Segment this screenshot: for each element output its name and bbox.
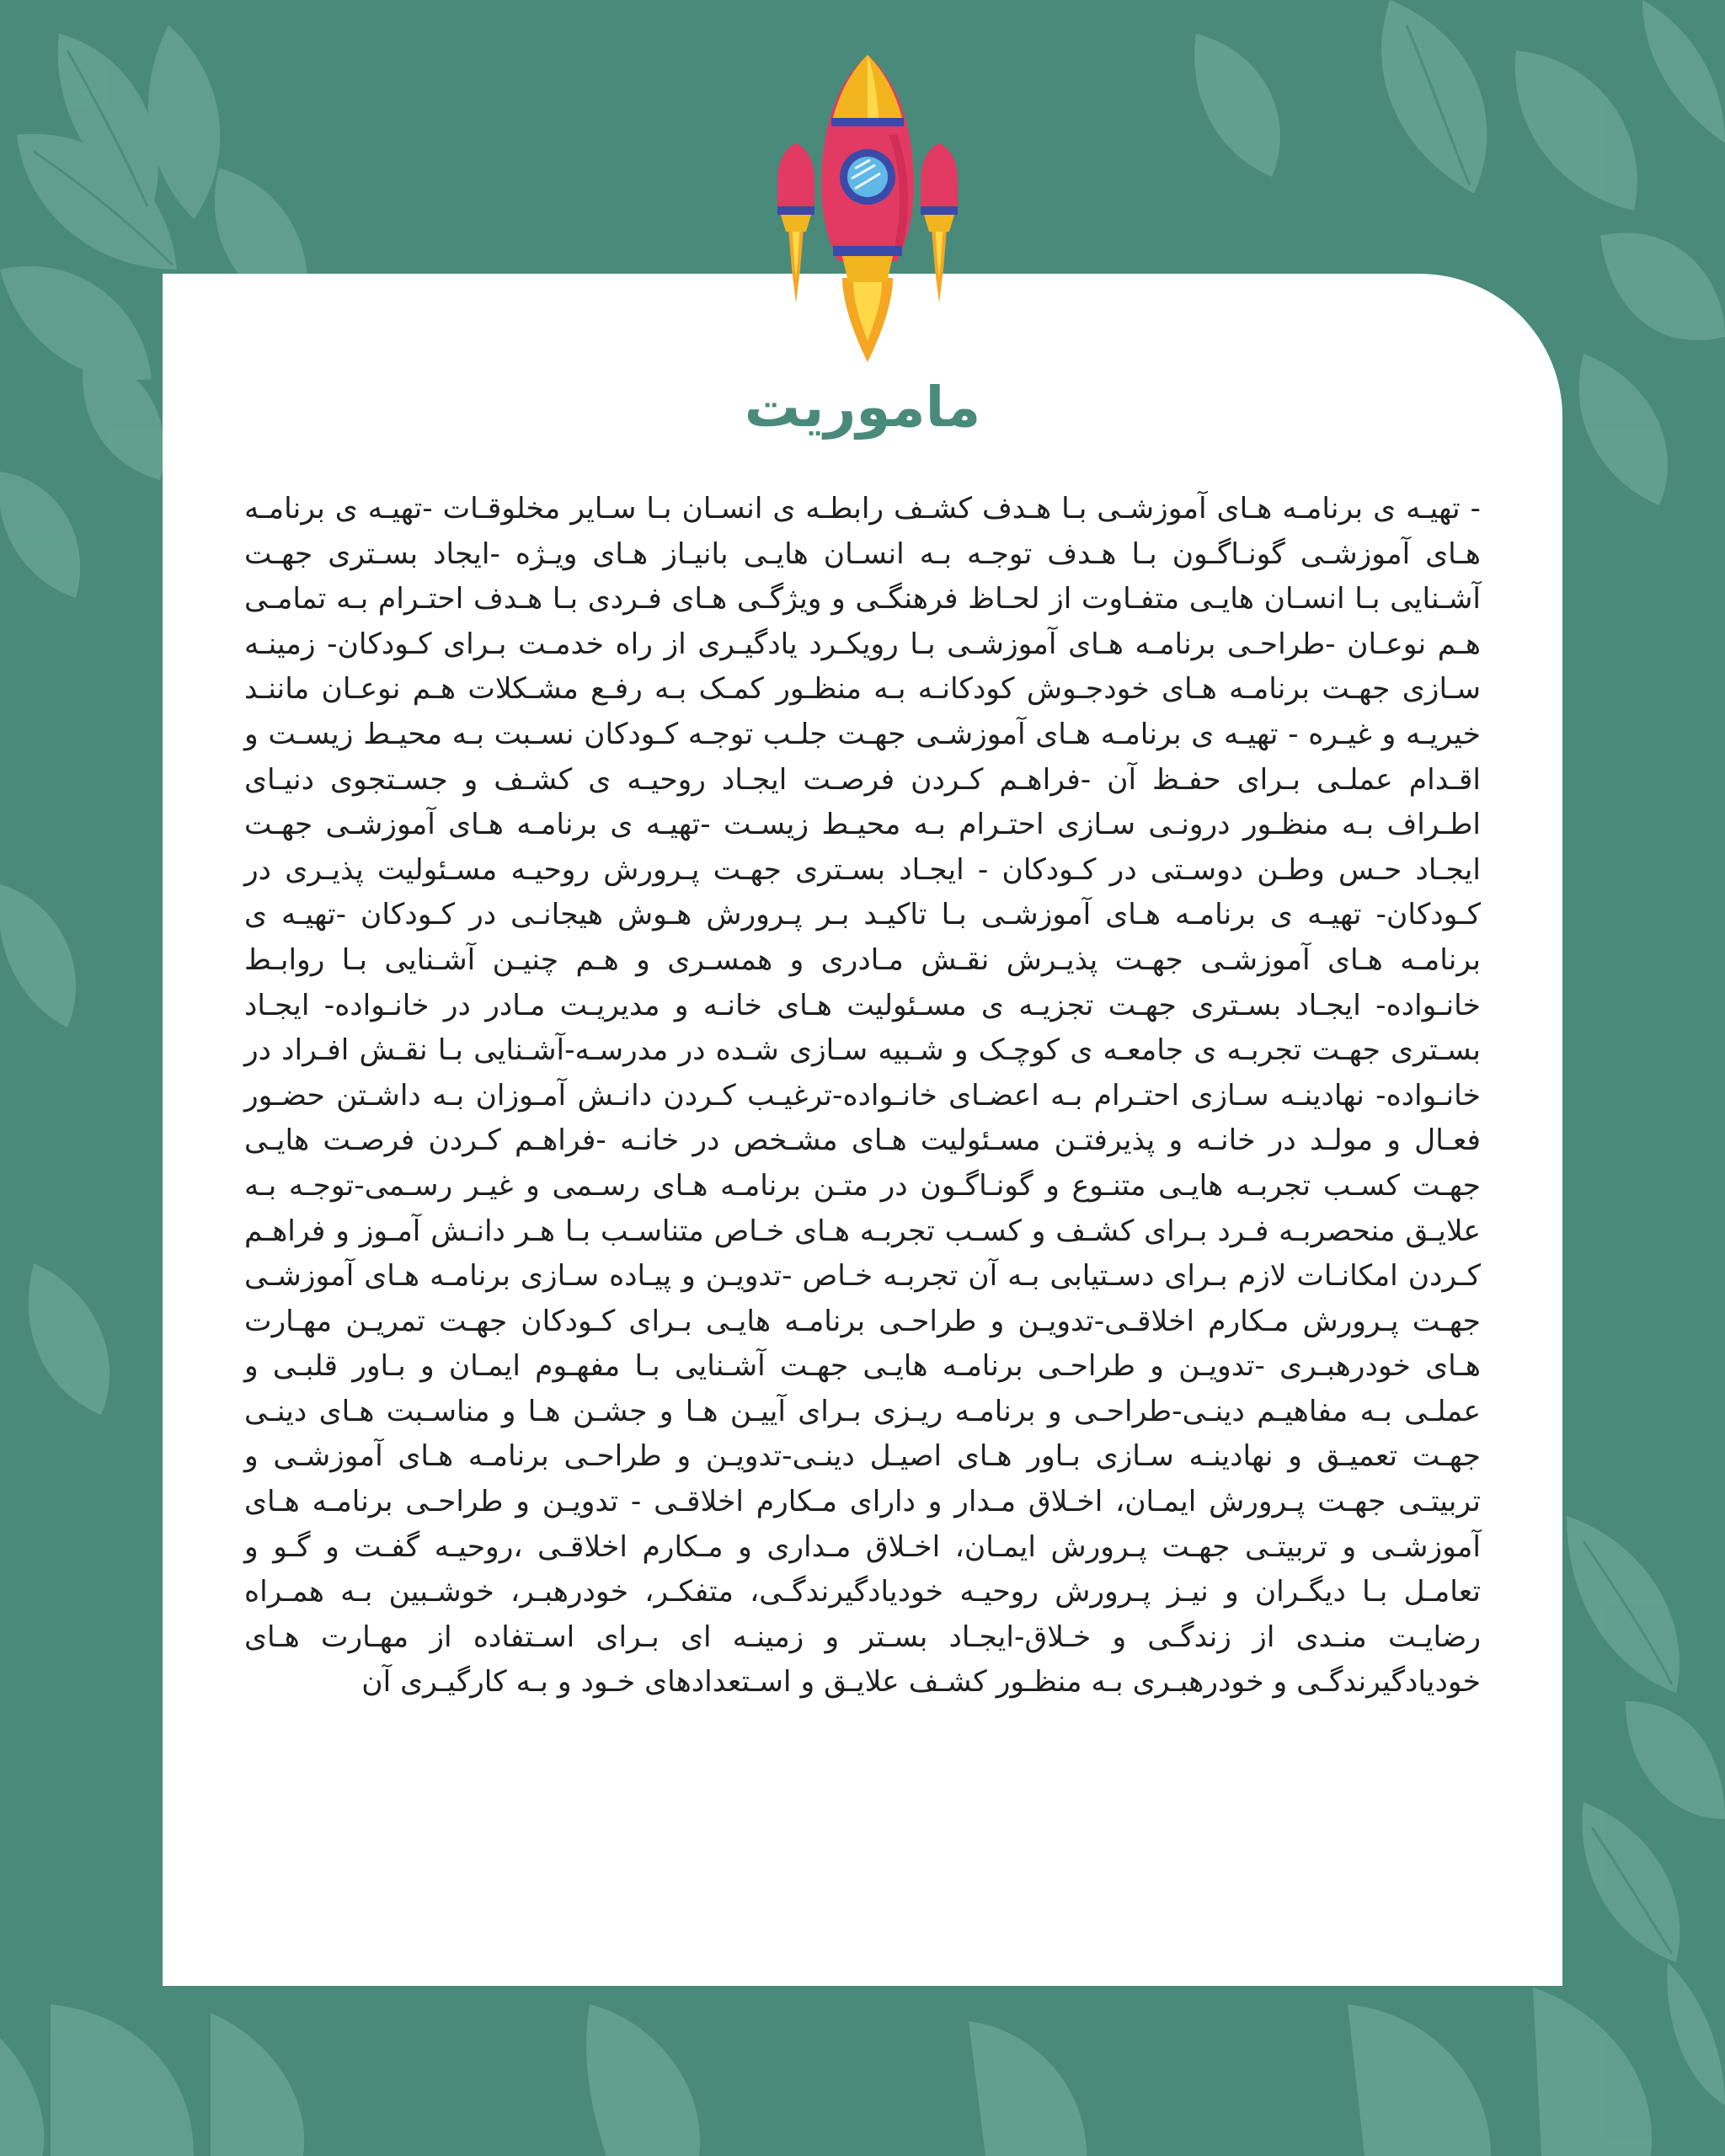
- page-title: ماموریت: [744, 375, 981, 440]
- rocket-icon: [762, 51, 973, 362]
- mission-body-text: - تهیـه ی برنامـه هـای آموزشـی بـا هـدف کشـف رابطـه ی انسـان بـا سـایر مخلوقـات -تهیـه ی برنامـه هـای آموزشـی گونـاگـون بـا هـدف توجـه بـه انسـان هایـی بانیـاز هـای ویـژه -ایجاد بسـتری جهـت آشـنایی بـا انسـان هایـی متفـاوت از لحـاظ فرهنگـی و ویژگـی هـای فـردی بـا هـدف احتـرام بـه تمامـی هـم نوعـان -طراحـی برنامـه هـای آموزشـی بـا رویکـرد یادگیـری از راه خدمـت بـرای کـودکان- زمینـه سـازی جهـت برنامـه هـای خودجـوش کودکانـه بـه منظـور کمـک بـه رفـع مشـکلات هـم نوعـان ماننـد خیریـه و غیـره - تهیـه ی برنامـه هـای آموزشـی جهـت جلـب توجـه کـودکان نسـبت بـه محیـط زیسـت و اقـدام عملـی بـرای حفـظ آن -فراهـم کـردن فرصـت ایجـاد روحیـه ی کشـف و جسـتجوی دنیـای اطـراف بـه منظـور درونـی سـازی احتـرام بـه محیـط زیسـت -تهیـه ی برنامـه هـای آموزشـی جهـت ایجـاد حـس وطـن دوسـتی در کـودکان - ایجـاد بسـتری جهـت پـرورش روحیـه مسـئولیت پذیـری در کـودکان- تهیـه ی برنامـه هـای آموزشـی بـا تاکیـد بـر پـرورش هـوش هیجانـی در کـودکان -تهیـه ی برنامـه هـای آموزشـی جهـت پذیـرش نقـش مـادری و همسـری و هـم چنیـن آشـنایی بـا روابـط خانـواده- ایجـاد بسـتری جهـت تجزیـه ی مسـئولیت هـای خانـه و مدیریـت مـادر در خانـواده- ایجـاد بسـتری جهـت تجربـه ی جامعـه ی کوچـک و شـبیه سـازی شـده در مدرسـه-آشـنایی بـا نقـش افـراد در خانـواده- نهادینـه سـازی احتـرام بـه اعضـای خانـواده-ترغیـب کـردن دانـش آمـوزان بـه داشـتن حضـور فعـال و مولـد در خانـه و پذیرفتـن مسـئولیت هـای مشـخص در خانـه -فراهـم کـردن فرصـت هایـی جهـت کسـب تجربـه هایـی متنـوع و گونـاگـون در متـن برنامـه هـای رسـمی و غیـر رسـمی-توجـه بـه علایـق منحصربـه فـرد بـرای کشـف و کسـب تجربـه هـای خـاص متناسـب بـا هـر دانـش آمـوز و فراهـم کـردن امکانـات لازم بـرای دسـتیابی بـه آن تجربـه خـاص -تدویـن و پیـاده سـازی برنامـه هـای آموزشـی جهـت پـرورش مـکارم اخلاقـی-تدویـن و طراحـی برنامـه هایـی بـرای کـودکان جهـت تمریـن مهـارت هـای خودرهبـری -تدویـن و طراحـی برنامـه هایـی جهـت آشـنایی بـا مفهـوم ایمـان و بـاور قلبـی و عملـی بـه مفاهیـم دینـی-طراحـی و برنامـه ریـزی بـرای آییـن هـا و جشـن هـا و مناسـبت هـای دینـی جهـت تعمیـق و نهادینـه سـازی بـاور هـای اصیـل دینـی-تدویـن و طراحـی برنامـه هـای آموزشـی و تربیتـی جهـت پـرورش ایمـان، اخـلاق مـدار و دارای مـکارم اخلاقـی - تدویـن و طراحـی برنامـه هـای آموزشـی و تربیتـی جهـت پـرورش ایمـان، اخـلاق مـداری و مـکارم اخلاقـی ،روحیـه گفـت و گـو و تعامـل بـا دیگـران و نیـز پـرورش روحیـه خودیادگیرندگـی، متفکـر، خودرهبـر، خوشـبین بـه همـراه رضایـت منـدی از زندگـی و خـلاق-ایجـاد بسـتر و زمینـه ای بـرای اسـتفاده از مهـارت هـای خودیادگیرندگـی و خودرهبـری بـه منظـور کشـف علایـق و اسـتعدادهای خـود و بـه کارگیـری آن: [244, 492, 1481, 1700]
